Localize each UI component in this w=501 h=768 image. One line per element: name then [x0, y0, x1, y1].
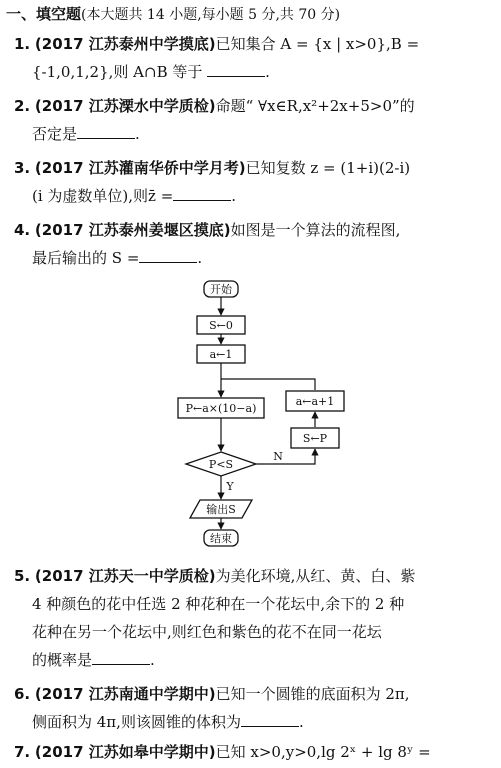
flow-loop-back-line [221, 379, 315, 390]
flow-no-branch-line [256, 449, 315, 464]
question-source: (2017 江苏南通中学期中) [34, 685, 216, 703]
question-text: . [150, 651, 155, 669]
question-source: (2017 江苏如皋中学期中) [34, 743, 216, 761]
flow-condition-label: P<S [208, 458, 234, 471]
answer-blank[interactable] [173, 186, 231, 201]
flow-init-s-label: S←0 [209, 319, 233, 332]
question-text: 已知复数 z = (1+i)(2-i) [245, 159, 411, 177]
flow-yes-label: Y [226, 480, 234, 493]
question-number: 3. [14, 159, 31, 177]
question-5 [14, 562, 490, 674]
flow-start-label: 开始 [210, 283, 232, 296]
question-text: 如图是一个算法的流程图, [230, 221, 401, 239]
question-source: (2017 江苏泰州姜堰区摸底) [34, 221, 231, 239]
flow-end-label: 结束 [210, 532, 232, 545]
answer-blank[interactable] [139, 248, 197, 263]
question-text: . [197, 249, 203, 267]
question-text: (i 为虚数单位),则z̄ = [32, 187, 174, 205]
question-text: 已知集合 A = {x | x>0},B = [215, 35, 420, 53]
question-number: 2. [14, 97, 31, 115]
flow-compute-p-label: P←a×(10−a) [185, 402, 257, 415]
question-4 [14, 216, 490, 272]
question-text: . [298, 713, 304, 731]
question-source: (2017 江苏天一中学质检) [34, 567, 216, 585]
question-6 [14, 680, 490, 736]
question-number: 4. [14, 221, 31, 239]
answer-blank[interactable] [92, 650, 150, 665]
question-2 [14, 92, 490, 148]
question-text: 侧面积为 4π,则该圆锥的体积为 [32, 713, 241, 731]
flow-output-label: 输出S [206, 503, 236, 516]
question-source: (2017 江苏灌南华侨中学月考) [34, 159, 246, 177]
question-text: 否定是 [32, 125, 78, 143]
question-text: 已知一个圆锥的底面积为 2π, [215, 685, 410, 703]
question-text: {-1,0,1,2},则 A∩B 等于 [32, 63, 203, 81]
flow-update-a-label: a←a+1 [295, 395, 335, 408]
flow-init-a-label: a←1 [209, 348, 233, 361]
question-source: (2017 江苏泰州中学摸底) [34, 35, 216, 53]
answer-blank[interactable] [207, 62, 265, 77]
section-header [6, 4, 340, 25]
answer-blank[interactable] [77, 124, 135, 139]
flow-assign-s-label: S←P [302, 432, 328, 445]
question-text: 命题“ ∀x∈R,x²+2x+5>0”的 [215, 97, 415, 115]
question-number: 1. [14, 35, 31, 53]
question-number: 6. [14, 685, 31, 703]
question-text: 的概率是 [32, 651, 93, 669]
question-text: 4 种颜色的花中任选 2 种花种在一个花坛中,余下的 2 种 [32, 595, 405, 613]
question-text: 已知 x>0,y>0,lg 2ˣ + lg 8ʸ = [215, 743, 431, 761]
question-7 [14, 738, 490, 766]
question-number: 5. [14, 567, 31, 585]
question-text: 最后输出的 S = [32, 249, 140, 267]
section-title: 一、填空题 [6, 5, 82, 23]
question-1 [14, 30, 490, 86]
question-source: (2017 江苏溧水中学质检) [34, 97, 216, 115]
flow-no-label: N [273, 450, 283, 463]
question-text: . [231, 187, 237, 205]
algorithm-flowchart [160, 278, 360, 550]
answer-blank[interactable] [241, 712, 299, 727]
question-number: 7. [14, 743, 31, 761]
question-text: . [265, 63, 270, 81]
question-text: . [135, 125, 140, 143]
section-note: (本大题共 14 小题,每小题 5 分,共 70 分) [81, 7, 341, 23]
question-3 [14, 154, 490, 210]
question-text: 为美化环境,从红、黄、白、紫 [215, 567, 416, 585]
question-text: 花种在另一个花坛中,则红色和紫色的花不在同一花坛 [32, 623, 382, 641]
